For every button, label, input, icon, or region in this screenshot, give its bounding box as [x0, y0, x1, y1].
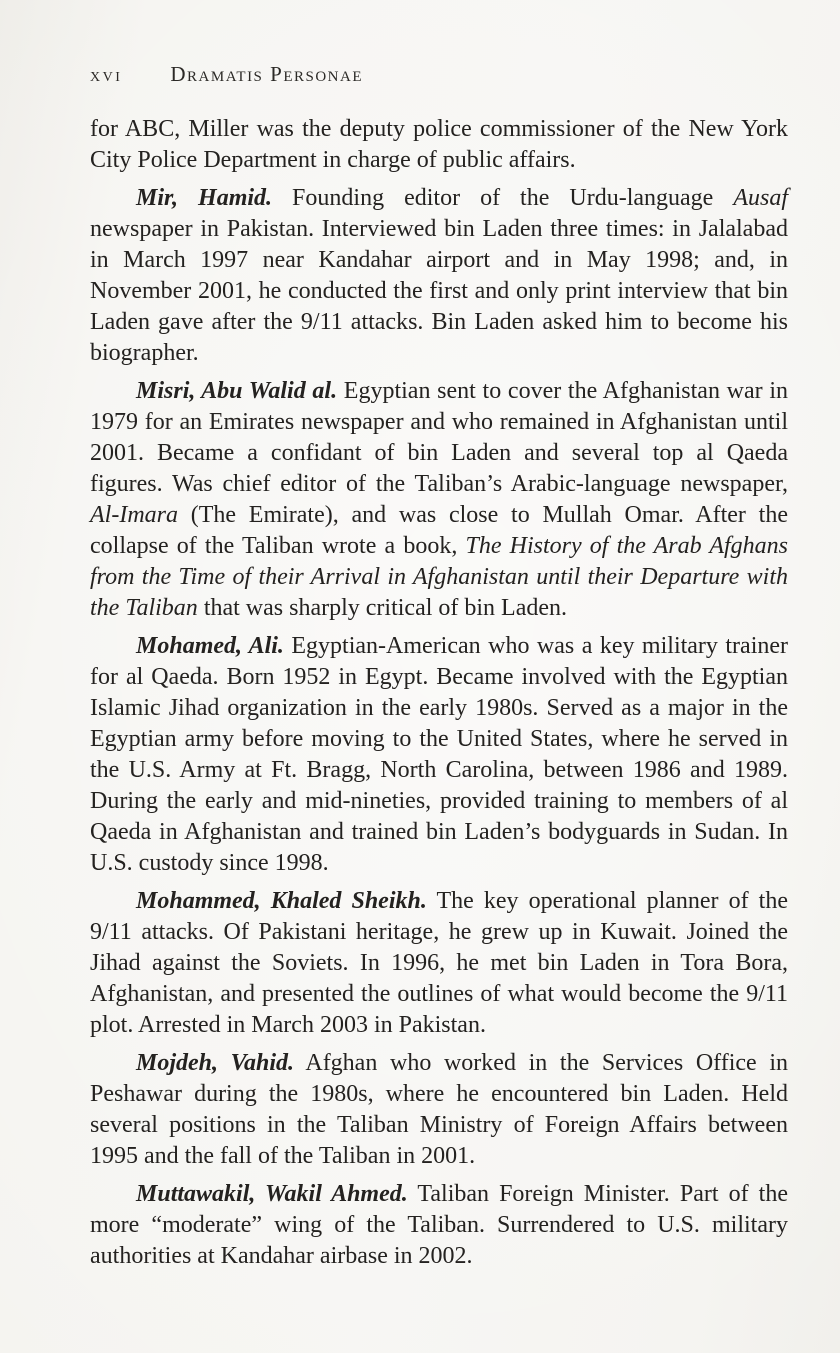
entry-name: Misri, Abu Walid al.	[136, 378, 338, 404]
entry-text: The key operational planner of the 9/11 attacks. Of Pakistani heritage, he grew up in Kuwait. Joined the Jihad against the Soviets. In 1996, he met bin Laden in Tora Bora, Afghanistan, and presented the outlines of what would become the 9/11 plot. Arrested in March 2003 in Pakistan.	[90, 888, 788, 1038]
paragraph-miller-continuation	[90, 114, 788, 176]
entry-text: for ABC, Miller was the deputy police commissioner of the New York City Police Department in charge of public affairs.	[90, 116, 788, 173]
running-head	[90, 62, 788, 90]
entry-text: Ausaf	[733, 185, 789, 211]
entry-text: The History of the Arab Afghans from the Time of their Arrival in Afghanistan until their Departure with the Taliban	[90, 533, 788, 621]
entry-name: Mir, Hamid.	[136, 185, 273, 211]
entry-text: Founding editor of the Urdu-language	[272, 185, 734, 211]
entry-text: that was sharply critical of bin Laden.	[197, 595, 568, 621]
paragraph-muttawakil-wakil-ahmed	[90, 1179, 788, 1272]
paragraph-mohammed-khaled-sheikh	[90, 886, 788, 1041]
entry-name: Mohammed, Khaled Sheikh.	[136, 888, 427, 914]
entry-text: (The Emirate), and was close to Mullah Omar. After the collapse of the Taliban wrote a book,	[90, 502, 788, 559]
entry-text: Egyptian-American who was a key military trainer for al Qaeda. Born 1952 in Egypt. Became involved with the Egyptian Islamic Jihad organization in the early 1980s. Served as a major in the Egyptian army before moving to the United States, where he served in the U.S. Army at Ft. Bragg, North Carolina, between 1986 and 1989. During the early and mid-nineties, provided training to members of al Qaeda in Afghanistan and trained bin Laden’s bodyguards in Sudan. In U.S. custody since 1998.	[90, 633, 789, 876]
entry-name: Mojdeh, Vahid.	[136, 1050, 295, 1076]
running-head-title: Dramatis Personae	[170, 62, 363, 86]
entry-text: Al-Imara	[90, 502, 178, 528]
entry-text: Afghan who worked in the Services Office in Peshawar during the 1980s, where he encountered bin Laden. Held several positions in the Taliban Ministry of Foreign Affairs between 1995 and the fall of the Taliban in 2001.	[90, 1050, 789, 1169]
entry-name: Muttawakil, Wakil Ahmed.	[136, 1181, 408, 1207]
entry-name: Mohamed, Ali.	[136, 633, 284, 659]
entry-text: Taliban Foreign Minister. Part of the more “moderate” wing of the Taliban. Surrendered to U.S. military authorities at Kandahar airbase in 2002.	[90, 1181, 788, 1269]
page-number: xvi	[90, 64, 123, 86]
entry-text: newspaper in Pakistan. Interviewed bin Laden three times: in Jalalabad in March 1997 near Kandahar airport and in May 1998; and, in November 2001, he conducted the first and only print interview that bin Laden gave after the 9/11 attacks. Bin Laden asked him to become his biographer.	[90, 216, 788, 366]
paragraph-mir-hamid	[90, 183, 788, 369]
paragraph-mohamed-ali	[90, 631, 788, 879]
paragraph-misri-abu-walid-al	[90, 376, 788, 624]
page-body	[90, 114, 788, 1272]
paragraph-mojdeh-vahid	[90, 1048, 788, 1172]
entry-text: Egyptian sent to cover the Afghanistan war in 1979 for an Emirates newspaper and who remained in Afghanistan until 2001. Became a confidant of bin Laden and several top al Qaeda figures. Was chief editor of the Taliban’s Arabic-language newspaper,	[90, 378, 789, 497]
